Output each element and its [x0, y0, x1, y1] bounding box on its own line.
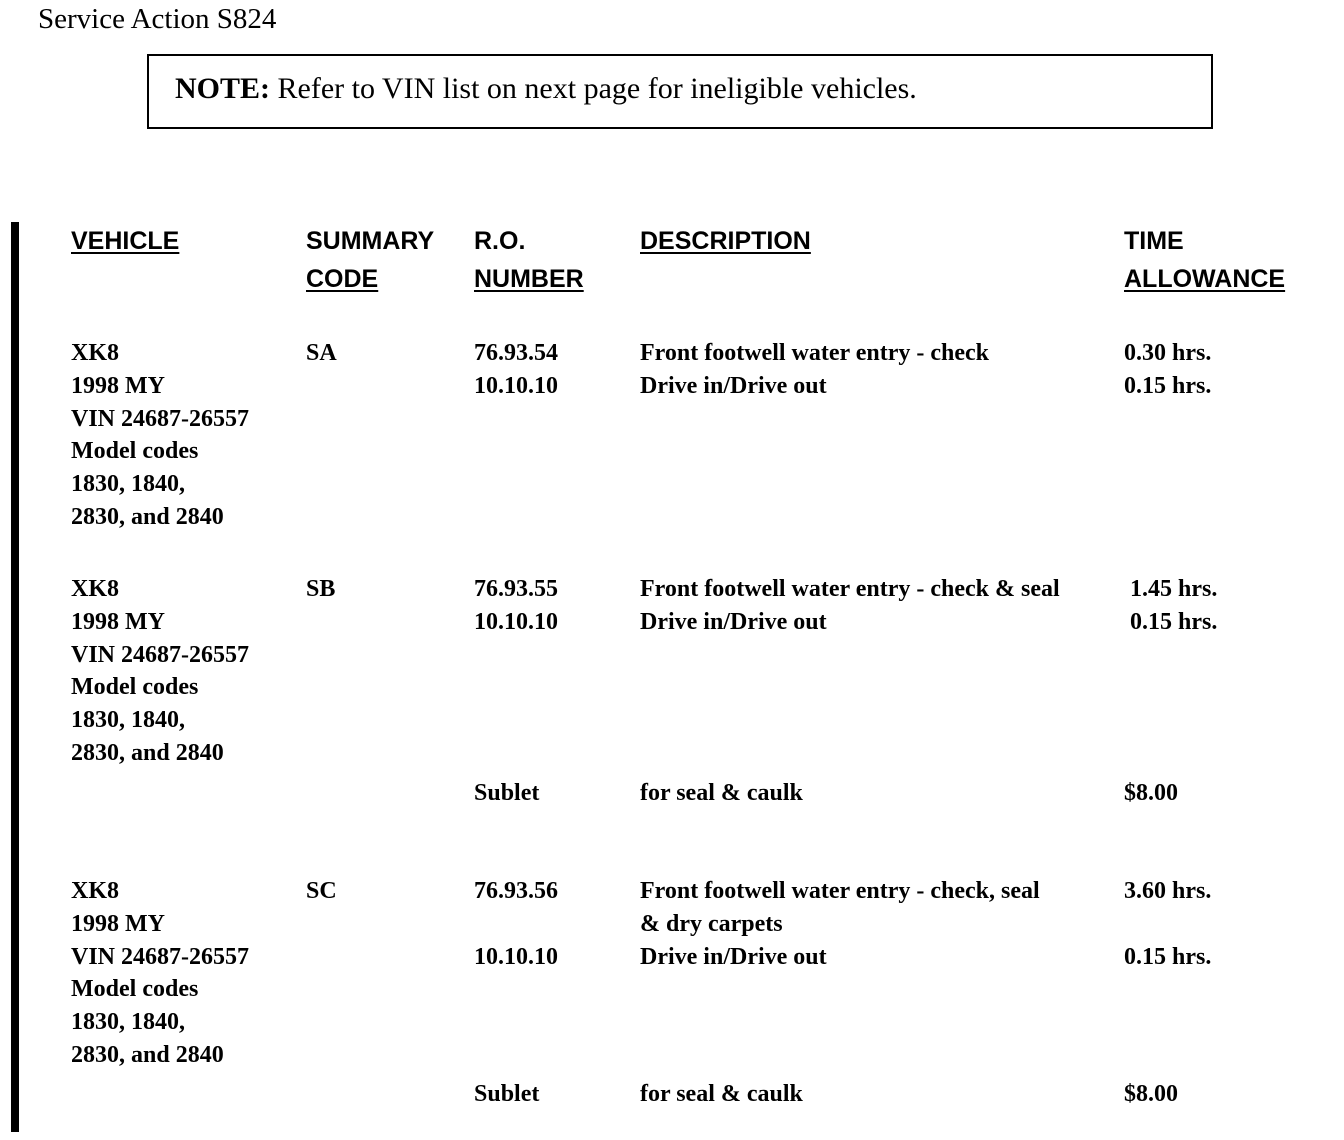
column-header-description [640, 222, 811, 260]
row-sc-vehicle [71, 875, 249, 1072]
ro-line: 10.10.10 [474, 372, 558, 399]
vehicle-line: 2830, and 2840 [71, 739, 224, 766]
row-sa-description [640, 337, 989, 403]
time-line: 0.30 hrs. [1124, 340, 1212, 366]
page-header: Service Action S824 [38, 3, 277, 35]
row-sc-ro-2: 10.10.10 [474, 944, 558, 970]
row-sc-sublet-time: $8.00 [1124, 1081, 1178, 1107]
row-sc-sublet-ro: Sublet [474, 1081, 540, 1107]
ro-line: 76.93.54 [474, 340, 558, 366]
header-line: CODE [306, 265, 379, 293]
description-line: Front footwell water entry - check, seal [640, 878, 1040, 904]
vehicle-line: Model codes [71, 674, 199, 701]
time-line: 0.15 hrs. [1130, 608, 1218, 635]
row-sb-sublet-description: for seal & caulk [640, 780, 803, 806]
column-header-ro-number [474, 222, 584, 298]
description-line: Drive in/Drive out [640, 608, 827, 635]
column-header-vehicle [71, 222, 179, 260]
row-sc-sublet-description: for seal & caulk [640, 1081, 803, 1107]
vehicle-line: 2830, and 2840 [71, 503, 224, 530]
note-box [147, 54, 1213, 129]
row-sc-code: SC [306, 878, 337, 904]
row-sb-ro [474, 573, 558, 639]
row-sa-code: SA [306, 340, 337, 366]
vehicle-line: 1830, 1840, [71, 707, 185, 734]
time-line: 0.15 hrs. [1124, 372, 1212, 399]
vehicle-line: 2830, and 2840 [71, 1041, 224, 1068]
header-line: NUMBER [474, 265, 584, 293]
vehicle-line: XK8 [71, 340, 119, 366]
row-sb-time [1130, 573, 1217, 639]
header-line: DESCRIPTION [640, 227, 811, 255]
time-line: 1.45 hrs. [1130, 576, 1218, 602]
description-line: Front footwell water entry - check [640, 340, 990, 366]
row-sb-sublet-ro: Sublet [474, 780, 540, 806]
revision-bar [11, 222, 19, 1132]
note-label: NOTE: [175, 72, 271, 105]
header-line: VEHICLE [71, 227, 180, 255]
ro-line: 76.93.55 [474, 576, 558, 602]
vehicle-line: 1998 MY [71, 608, 165, 635]
vehicle-line: 1998 MY [71, 372, 165, 399]
header-line: ALLOWANCE [1124, 265, 1286, 293]
row-sc-description [640, 875, 1040, 973]
row-sa-vehicle [71, 337, 249, 534]
row-sa-ro [474, 337, 558, 403]
row-sa-time [1124, 337, 1211, 403]
note-body: Refer to VIN list on next page for ineligible vehicles. [270, 72, 917, 105]
vehicle-line: XK8 [71, 878, 119, 904]
column-header-time-allowance [1124, 222, 1285, 298]
vehicle-line: 1998 MY [71, 910, 165, 937]
vehicle-line: 1830, 1840, [71, 471, 185, 498]
row-sc-time-2: 0.15 hrs. [1124, 944, 1212, 970]
vehicle-line: XK8 [71, 576, 119, 602]
description-line: Drive in/Drive out [640, 943, 827, 970]
description-line: & dry carpets [640, 910, 783, 937]
vehicle-line: VIN 24687-26557 [71, 641, 249, 668]
header-line: R.O. [474, 227, 526, 255]
vehicle-line: Model codes [71, 976, 199, 1003]
vehicle-line: VIN 24687-26557 [71, 405, 249, 432]
row-sb-sublet-time: $8.00 [1124, 780, 1178, 806]
row-sb-description [640, 573, 1060, 639]
row-sc-time-1: 3.60 hrs. [1124, 878, 1212, 904]
header-line: SUMMARY [306, 227, 435, 255]
ro-line: 10.10.10 [474, 608, 558, 635]
header-line: TIME [1124, 227, 1184, 255]
row-sb-vehicle [71, 573, 249, 770]
column-header-summary-code [306, 222, 434, 298]
row-sb-code: SB [306, 576, 336, 602]
note-text [175, 71, 917, 107]
vehicle-line: 1830, 1840, [71, 1009, 185, 1036]
description-line: Front footwell water entry - check & seal [640, 576, 1060, 602]
row-sc-ro-1: 76.93.56 [474, 878, 558, 904]
description-line: Drive in/Drive out [640, 372, 827, 399]
vehicle-line: VIN 24687-26557 [71, 943, 249, 970]
vehicle-line: Model codes [71, 438, 199, 465]
